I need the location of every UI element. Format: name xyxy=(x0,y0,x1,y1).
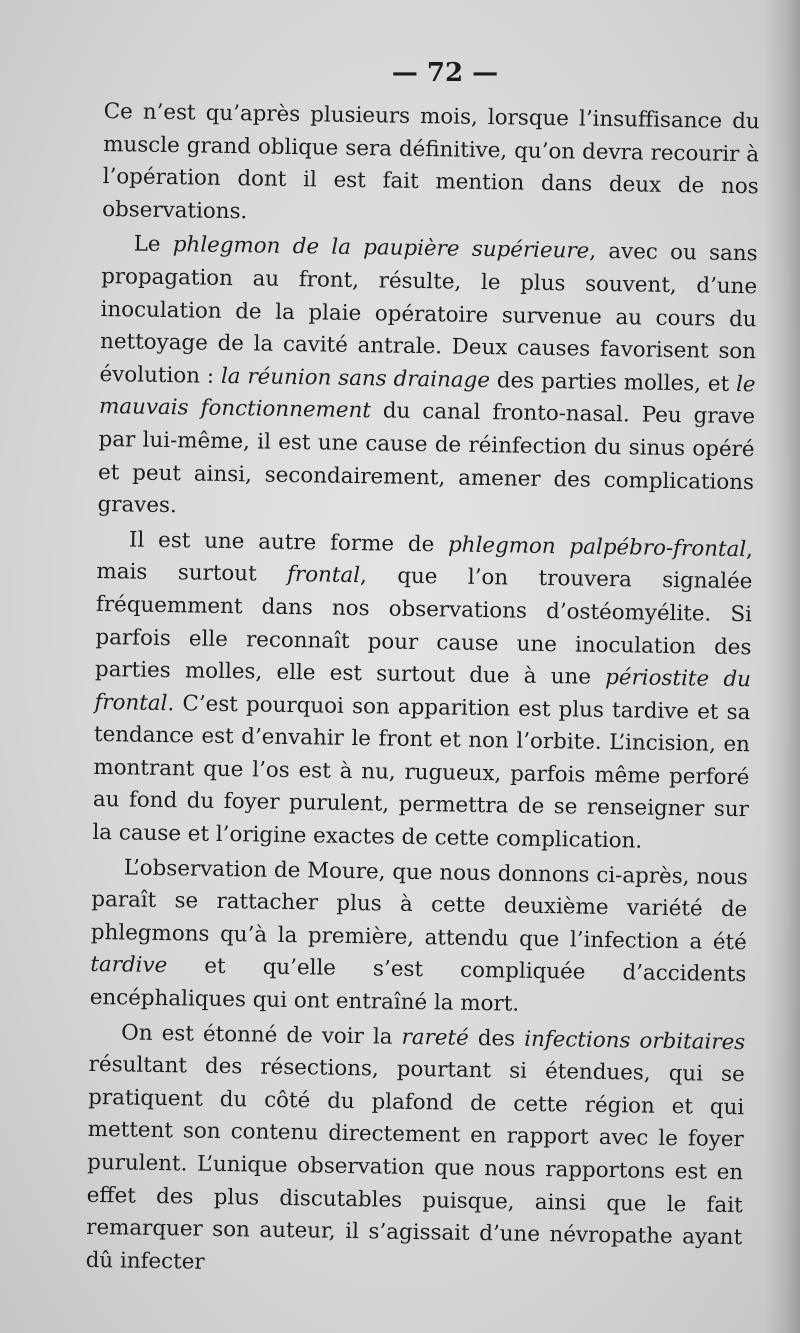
body-text xyxy=(85,96,760,1290)
italic-phrase: périostite du frontal xyxy=(94,665,752,716)
paragraph xyxy=(85,1017,745,1288)
italic-phrase: phlegmon palpébro-frontal xyxy=(447,532,747,562)
text-run: , que l’on trouvera signalée fréquemment dans nos observations d’ostéomyélite. Si parfois elle reconnaît pour cause une inoculation des parties molles, elle est surtout due à une xyxy=(94,563,753,691)
paragraph xyxy=(92,524,753,860)
text-run: du canal fronto-nasal. Peu grave par lui-même, il est une cause de réinfection du sinus opéré et peut ainsi, secondairement, amener des complications graves. xyxy=(97,398,756,519)
italic-phrase: phlegmon de la paupière supérieure xyxy=(172,232,590,265)
italic-phrase: frontal xyxy=(286,562,361,589)
text-run: L’observation de Moure, que nous donnons ci-après, nous paraît se rattacher plus à cette deuxième variété de phlegmons qu’à la première, attendu que l’infection a été xyxy=(90,855,749,956)
text-run: Ce n’est qu’après plusieurs mois, lorsque l’insuffisance du muscle grand oblique sera définitive, qu’on devra recourir à l’opération dont il est fait mention dans deux de nos observations. xyxy=(102,98,760,225)
text-run: On est étonné de voir la xyxy=(121,1020,402,1050)
italic-phrase: rareté xyxy=(401,1024,469,1051)
page-number: — 72 — xyxy=(391,58,499,88)
text-run: résultant des résections, pourtant si étendues, qui se pratiquent du côté du plafond de cette région et qui mettent son contenu directement en rapport avec le foyer purulent. L’unique observation que nous rapportons est en effet des plus discutables puisque, ainsi que le fait remarquer son auteur, il s’agissait d’une névropathe ayant dû infecter xyxy=(85,1052,745,1275)
text-run: , avec ou sans propagation au front, résulte, le plus souvent, d’une inoculation de la plaie opératoire survenue au cours du nettoyage de la cavité antrale. Deux causes favorisent son évolution : xyxy=(99,239,758,389)
text-run: Il est une autre forme de xyxy=(128,527,449,558)
text-run: des xyxy=(468,1025,525,1052)
italic-phrase: tardive xyxy=(90,952,168,979)
text-run: , mais surtout xyxy=(96,536,754,588)
text-run: des parties molles, et xyxy=(489,367,737,397)
text-run: . C’est pourquoi son apparition est plus tardive et sa tendance est d’envahir le front et non l’orbite. L’incision, en montrant que l’os est à nu, rugueux, parfois même perforé au fond du foyer purulent, permettra de se renseigner sur la cause et l’origine exactes de cette complication. xyxy=(92,690,751,854)
italic-phrase: la réunion sans drainage xyxy=(220,363,491,393)
italic-phrase: le mauvais fonctionnement xyxy=(98,371,756,424)
page-gutter-shadow xyxy=(764,0,800,1333)
text-run: Le xyxy=(133,231,174,258)
paragraph xyxy=(97,228,758,532)
italic-phrase: infections orbitaires xyxy=(524,1026,746,1055)
paragraph xyxy=(90,852,748,1025)
paragraph xyxy=(102,96,760,237)
text-run: et qu’elle s’est compliquée d’accidents encéphaliques qui ont entraîné la mort. xyxy=(89,953,747,1017)
